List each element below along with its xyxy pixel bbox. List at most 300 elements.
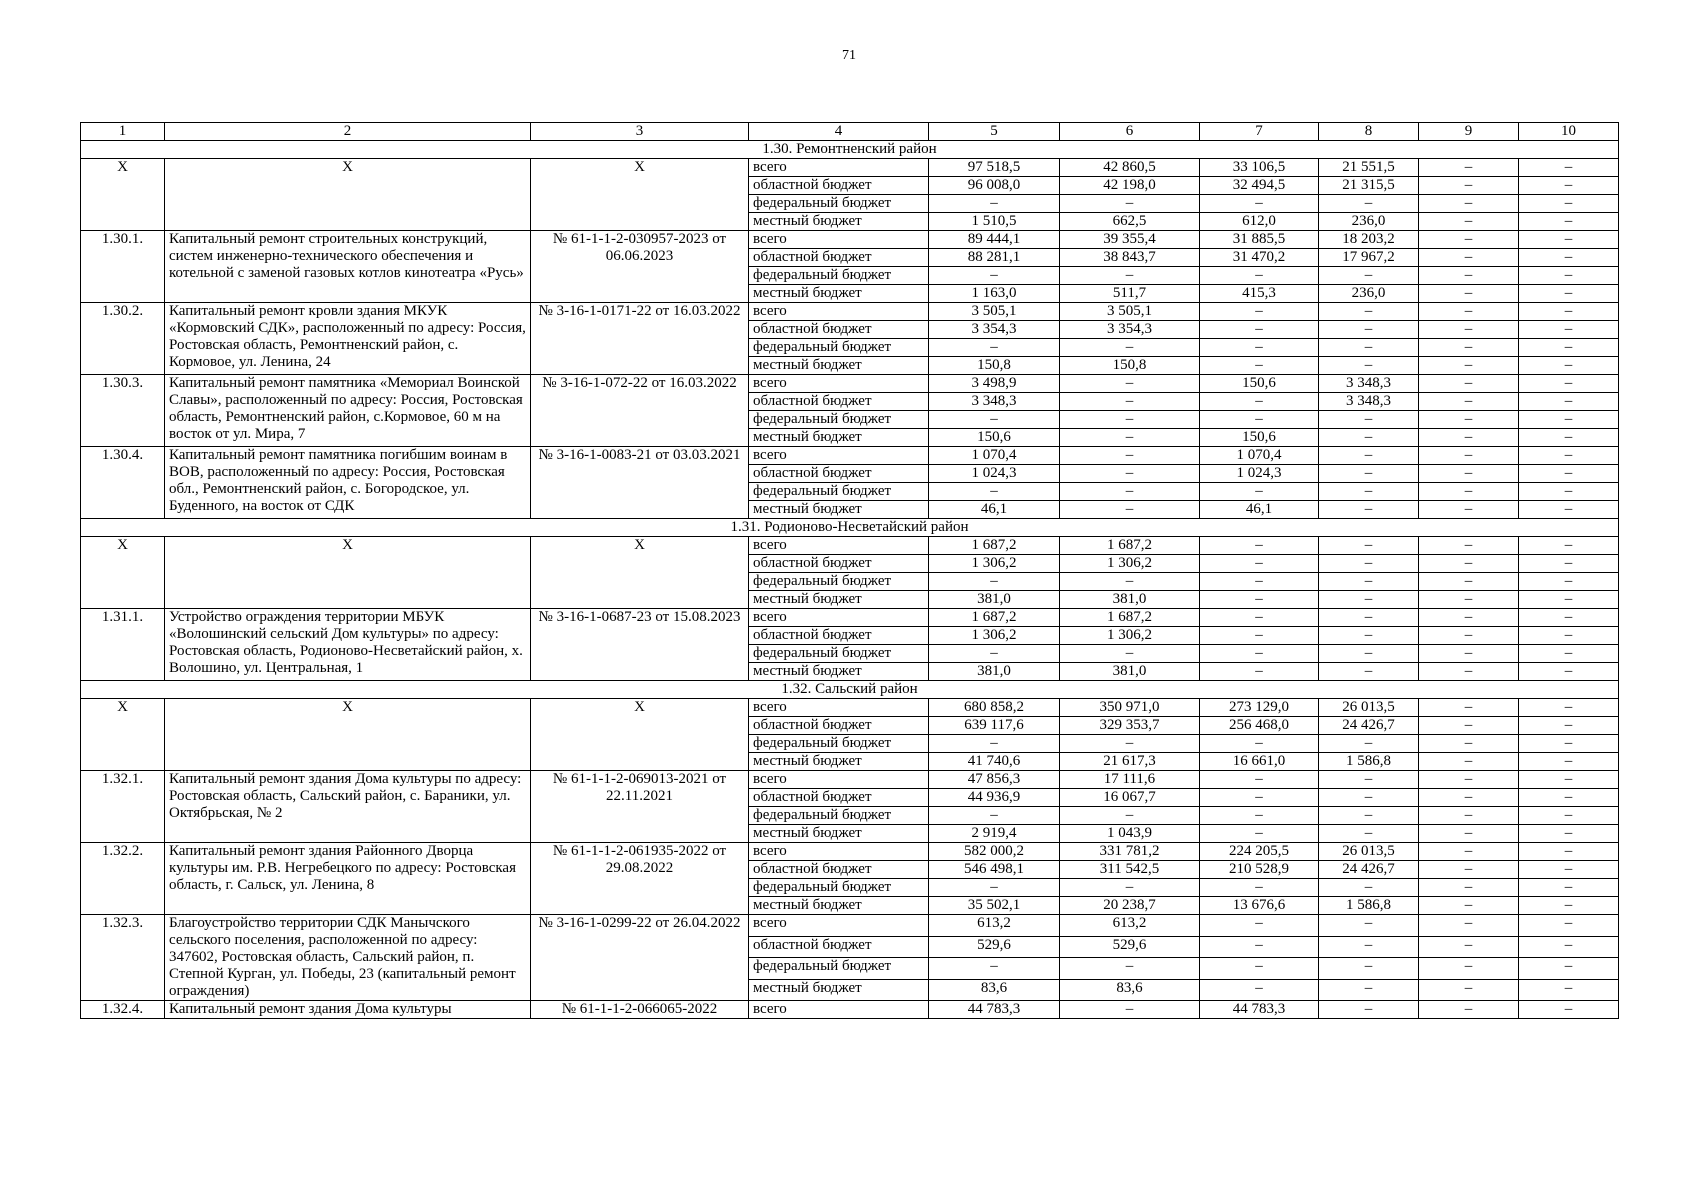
value-cell: – [1519, 861, 1619, 879]
value-cell: – [1519, 177, 1619, 195]
item-name: Благоустройство территории СДК Манычского сельского поселения, расположенной по адресу: 347602, Ростовская область, Сальский район, п. Степной Курган, ул. Победы, 23 (капитальный ремонт ограждения) [165, 915, 531, 1001]
funding-type: местный бюджет [749, 753, 929, 771]
column-number: 9 [1419, 123, 1519, 141]
value-cell: 256 468,0 [1200, 717, 1319, 735]
value-cell: 1 024,3 [1200, 465, 1319, 483]
value-cell: – [1060, 573, 1200, 591]
value-cell: 529,6 [929, 936, 1060, 958]
item-document: № 3-16-1-0299-22 от 26.04.2022 [531, 915, 749, 1001]
value-cell: – [1419, 663, 1519, 681]
value-cell: 39 355,4 [1060, 231, 1200, 249]
funding-type: всего [749, 303, 929, 321]
value-cell: 13 676,6 [1200, 897, 1319, 915]
funding-type: всего [749, 771, 929, 789]
column-number: 3 [531, 123, 749, 141]
value-cell: – [1519, 958, 1619, 980]
value-cell: – [1419, 843, 1519, 861]
value-cell: – [1319, 447, 1419, 465]
page-number: 71 [842, 48, 856, 63]
value-cell: – [1200, 879, 1319, 897]
value-cell: 210 528,9 [1200, 861, 1319, 879]
item-name: Х [165, 537, 531, 609]
value-cell: – [929, 483, 1060, 501]
value-cell: – [1200, 591, 1319, 609]
value-cell: 381,0 [1060, 591, 1200, 609]
item-document: Х [531, 537, 749, 609]
value-cell: 33 106,5 [1200, 159, 1319, 177]
value-cell: – [1319, 915, 1419, 937]
value-cell: – [1519, 375, 1619, 393]
value-cell: – [1419, 429, 1519, 447]
value-cell: 16 067,7 [1060, 789, 1200, 807]
value-cell: – [1519, 411, 1619, 429]
funding-type: федеральный бюджет [749, 339, 929, 357]
item-document: № 61-1-1-2-061935-2022 от 29.08.2022 [531, 843, 749, 915]
value-cell: – [1519, 447, 1619, 465]
value-cell: 1 586,8 [1319, 753, 1419, 771]
value-cell: 3 505,1 [929, 303, 1060, 321]
item-number: 1.30.1. [81, 231, 165, 303]
column-number: 6 [1060, 123, 1200, 141]
value-cell: 546 498,1 [929, 861, 1060, 879]
funding-type: местный бюджет [749, 825, 929, 843]
value-cell: 224 205,5 [1200, 843, 1319, 861]
value-cell: 511,7 [1060, 285, 1200, 303]
column-number: 2 [165, 123, 531, 141]
value-cell: – [1419, 771, 1519, 789]
value-cell: – [1319, 825, 1419, 843]
value-cell: 46,1 [929, 501, 1060, 519]
funding-type: всего [749, 159, 929, 177]
value-cell: – [1060, 411, 1200, 429]
value-cell: 415,3 [1200, 285, 1319, 303]
value-cell: – [1419, 321, 1519, 339]
value-cell: – [1519, 663, 1619, 681]
funding-type: федеральный бюджет [749, 195, 929, 213]
value-cell: – [1319, 267, 1419, 285]
item-document: № 3-16-1-0171-22 от 16.03.2022 [531, 303, 749, 375]
value-cell: – [1519, 735, 1619, 753]
value-cell: – [1200, 735, 1319, 753]
value-cell: 3 505,1 [1060, 303, 1200, 321]
value-cell: – [1419, 735, 1519, 753]
value-cell: – [1519, 771, 1619, 789]
value-cell: 44 783,3 [929, 1001, 1060, 1019]
value-cell: – [1200, 267, 1319, 285]
value-cell: 150,8 [929, 357, 1060, 375]
value-cell: – [1200, 979, 1319, 1001]
value-cell: – [1319, 879, 1419, 897]
funding-type: федеральный бюджет [749, 267, 929, 285]
value-cell: 26 013,5 [1319, 843, 1419, 861]
summary-row [81, 537, 1619, 555]
funding-type: областной бюджет [749, 555, 929, 573]
column-number: 8 [1319, 123, 1419, 141]
value-cell: – [1419, 753, 1519, 771]
item-name: Х [165, 159, 531, 231]
funding-type: федеральный бюджет [749, 735, 929, 753]
value-cell: – [1319, 555, 1419, 573]
value-cell: 38 843,7 [1060, 249, 1200, 267]
value-cell: 18 203,2 [1319, 231, 1419, 249]
value-cell: – [1200, 645, 1319, 663]
value-cell: – [1060, 483, 1200, 501]
value-cell: – [1519, 249, 1619, 267]
value-cell: – [1419, 717, 1519, 735]
value-cell: 26 013,5 [1319, 699, 1419, 717]
funding-type: всего [749, 537, 929, 555]
section-title: 1.30. Ремонтненский район [81, 141, 1619, 159]
funding-type: федеральный бюджет [749, 573, 929, 591]
value-cell: 24 426,7 [1319, 861, 1419, 879]
section-row [81, 141, 1619, 159]
value-cell: 31 885,5 [1200, 231, 1319, 249]
value-cell: – [1319, 627, 1419, 645]
value-cell: – [1419, 393, 1519, 411]
value-cell: – [1200, 958, 1319, 980]
value-cell: – [1519, 321, 1619, 339]
value-cell: – [1060, 958, 1200, 980]
value-cell: 1 586,8 [1319, 897, 1419, 915]
value-cell: – [1419, 357, 1519, 375]
value-cell: – [929, 807, 1060, 825]
value-cell: – [1519, 393, 1619, 411]
value-cell: – [1319, 537, 1419, 555]
value-cell: – [1200, 411, 1319, 429]
value-cell: 3 348,3 [1319, 375, 1419, 393]
item-document: № 61-1-1-2-066065-2022 [531, 1001, 749, 1019]
value-cell: 381,0 [1060, 663, 1200, 681]
funding-type: федеральный бюджет [749, 807, 929, 825]
value-cell: 3 348,3 [929, 393, 1060, 411]
value-cell: – [1419, 159, 1519, 177]
value-cell: – [1519, 915, 1619, 937]
section-row [81, 519, 1619, 537]
item-number: 1.32.3. [81, 915, 165, 1001]
value-cell: 35 502,1 [929, 897, 1060, 915]
summary-row [81, 699, 1619, 717]
value-cell: 1 687,2 [1060, 609, 1200, 627]
value-cell: – [1319, 321, 1419, 339]
value-cell: 381,0 [929, 591, 1060, 609]
value-cell: – [1419, 807, 1519, 825]
funding-type: всего [749, 843, 929, 861]
value-cell: – [1200, 807, 1319, 825]
value-cell: – [1060, 807, 1200, 825]
funding-type: федеральный бюджет [749, 483, 929, 501]
value-cell: – [1419, 609, 1519, 627]
value-cell: – [1419, 979, 1519, 1001]
value-cell: 96 008,0 [929, 177, 1060, 195]
value-cell: 331 781,2 [1060, 843, 1200, 861]
value-cell: 1 070,4 [929, 447, 1060, 465]
value-cell: – [1419, 231, 1519, 249]
value-cell: – [1519, 807, 1619, 825]
item-name: Капитальный ремонт памятника погибшим воинам в ВОВ, расположенный по адресу: Россия, Ростовская обл., Ремонтненский район, с. Богородское, ул. Буденного, на восток от СДК [165, 447, 531, 519]
value-cell: – [1419, 1001, 1519, 1019]
value-cell: – [1200, 303, 1319, 321]
item-row [81, 375, 1619, 393]
value-cell: – [1319, 591, 1419, 609]
value-cell: – [929, 645, 1060, 663]
funding-type: областной бюджет [749, 627, 929, 645]
item-row [81, 771, 1619, 789]
value-cell: – [1060, 735, 1200, 753]
value-cell: 3 348,3 [1319, 393, 1419, 411]
value-cell: – [1519, 825, 1619, 843]
column-number: 4 [749, 123, 929, 141]
value-cell: 21 617,3 [1060, 753, 1200, 771]
value-cell: – [1200, 936, 1319, 958]
funding-type: всего [749, 915, 929, 937]
item-document: № 3-16-1-072-22 от 16.03.2022 [531, 375, 749, 447]
funding-type: областной бюджет [749, 321, 929, 339]
value-cell: – [1419, 411, 1519, 429]
value-cell: 20 238,7 [1060, 897, 1200, 915]
value-cell: – [1419, 483, 1519, 501]
funding-type: всего [749, 375, 929, 393]
value-cell: – [1519, 1001, 1619, 1019]
value-cell: – [929, 339, 1060, 357]
funding-type: местный бюджет [749, 285, 929, 303]
value-cell: – [1319, 1001, 1419, 1019]
value-cell: 83,6 [1060, 979, 1200, 1001]
column-number: 5 [929, 123, 1060, 141]
value-cell: – [929, 195, 1060, 213]
item-number: Х [81, 699, 165, 771]
value-cell: – [929, 958, 1060, 980]
item-row [81, 843, 1619, 861]
item-row [81, 1001, 1619, 1019]
value-cell: 97 518,5 [929, 159, 1060, 177]
value-cell: 46,1 [1200, 501, 1319, 519]
value-cell: – [1319, 339, 1419, 357]
value-cell: 3 354,3 [1060, 321, 1200, 339]
value-cell: 42 860,5 [1060, 159, 1200, 177]
funding-type: областной бюджет [749, 393, 929, 411]
value-cell: 41 740,6 [929, 753, 1060, 771]
value-cell: 311 542,5 [1060, 861, 1200, 879]
value-cell: – [1200, 393, 1319, 411]
value-cell: – [1060, 879, 1200, 897]
value-cell: 1 306,2 [929, 555, 1060, 573]
value-cell: – [1419, 645, 1519, 663]
value-cell: 1 306,2 [1060, 555, 1200, 573]
header-row [81, 123, 1619, 141]
value-cell: – [1419, 303, 1519, 321]
funding-type: всего [749, 1001, 929, 1019]
funding-type: местный бюджет [749, 591, 929, 609]
value-cell: 89 444,1 [929, 231, 1060, 249]
value-cell: – [1319, 609, 1419, 627]
column-number: 1 [81, 123, 165, 141]
item-document: № 61-1-1-2-030957-2023 от 06.06.2023 [531, 231, 749, 303]
value-cell: 150,8 [1060, 357, 1200, 375]
funding-type: местный бюджет [749, 357, 929, 375]
funding-type: областной бюджет [749, 465, 929, 483]
value-cell: 32 494,5 [1200, 177, 1319, 195]
value-cell: – [1060, 645, 1200, 663]
value-cell: 639 117,6 [929, 717, 1060, 735]
value-cell: – [1060, 465, 1200, 483]
value-cell: – [1419, 825, 1519, 843]
item-row [81, 303, 1619, 321]
funding-type: федеральный бюджет [749, 411, 929, 429]
value-cell: – [1319, 411, 1419, 429]
value-cell: – [1200, 483, 1319, 501]
value-cell: 44 783,3 [1200, 1001, 1319, 1019]
value-cell: 613,2 [929, 915, 1060, 937]
value-cell: 612,0 [1200, 213, 1319, 231]
item-document: № 3-16-1-0687-23 от 15.08.2023 [531, 609, 749, 681]
value-cell: 350 971,0 [1060, 699, 1200, 717]
value-cell: – [1200, 771, 1319, 789]
value-cell: – [1419, 537, 1519, 555]
value-cell: – [1519, 483, 1619, 501]
item-row [81, 609, 1619, 627]
value-cell: – [1519, 231, 1619, 249]
value-cell: 662,5 [1060, 213, 1200, 231]
value-cell: – [1519, 699, 1619, 717]
value-cell: 1 163,0 [929, 285, 1060, 303]
item-number: 1.31.1. [81, 609, 165, 681]
value-cell: – [1519, 717, 1619, 735]
value-cell: 273 129,0 [1200, 699, 1319, 717]
value-cell: – [1060, 429, 1200, 447]
funding-type: местный бюджет [749, 979, 929, 1001]
funding-type: всего [749, 699, 929, 717]
item-name: Капитальный ремонт здания Районного Дворца культуры им. Р.В. Негребецкого по адресу: Ростовская область, г. Сальск, ул. Ленина, 8 [165, 843, 531, 915]
value-cell: – [1519, 753, 1619, 771]
funding-type: областной бюджет [749, 789, 929, 807]
value-cell: – [1419, 915, 1519, 937]
value-cell: – [1319, 936, 1419, 958]
item-document: Х [531, 159, 749, 231]
value-cell: – [1060, 195, 1200, 213]
value-cell: – [1419, 897, 1519, 915]
value-cell: – [1519, 936, 1619, 958]
value-cell: – [1519, 789, 1619, 807]
funding-type: всего [749, 231, 929, 249]
value-cell: – [1519, 645, 1619, 663]
value-cell: – [1200, 663, 1319, 681]
funding-type: местный бюджет [749, 429, 929, 447]
value-cell: – [1060, 501, 1200, 519]
value-cell: 236,0 [1319, 213, 1419, 231]
value-cell: – [1319, 429, 1419, 447]
section-title: 1.32. Сальский район [81, 681, 1619, 699]
value-cell: – [1200, 825, 1319, 843]
item-number: Х [81, 537, 165, 609]
value-cell: – [1519, 339, 1619, 357]
funding-type: областной бюджет [749, 249, 929, 267]
item-number: 1.32.4. [81, 1001, 165, 1019]
value-cell: – [1060, 1001, 1200, 1019]
value-cell: – [1419, 573, 1519, 591]
value-cell: 1 687,2 [929, 537, 1060, 555]
value-cell: 16 661,0 [1200, 753, 1319, 771]
funding-type: областной бюджет [749, 936, 929, 958]
value-cell: 3 354,3 [929, 321, 1060, 339]
value-cell: – [1419, 501, 1519, 519]
value-cell: 381,0 [929, 663, 1060, 681]
value-cell: – [1319, 958, 1419, 980]
value-cell: 31 470,2 [1200, 249, 1319, 267]
value-cell: – [1200, 789, 1319, 807]
value-cell: 24 426,7 [1319, 717, 1419, 735]
value-cell: – [1419, 699, 1519, 717]
value-cell: – [1200, 321, 1319, 339]
value-cell: – [1060, 267, 1200, 285]
item-name: Устройство ограждения территории МБУК «Волошинский сельский Дом культуры» по адресу: Ростовская область, Родионово-Несветайский район, х. Волошино, ул. Центральная, 1 [165, 609, 531, 681]
value-cell: – [929, 411, 1060, 429]
value-cell: – [1200, 627, 1319, 645]
value-cell: – [1519, 627, 1619, 645]
value-cell: – [1519, 213, 1619, 231]
value-cell: – [1419, 879, 1519, 897]
value-cell: – [1319, 735, 1419, 753]
value-cell: – [1519, 555, 1619, 573]
value-cell: – [1419, 789, 1519, 807]
value-cell: – [1419, 195, 1519, 213]
value-cell: – [1519, 537, 1619, 555]
value-cell: 236,0 [1319, 285, 1419, 303]
value-cell: – [1319, 303, 1419, 321]
value-cell: – [1519, 573, 1619, 591]
value-cell: – [1519, 979, 1619, 1001]
value-cell: – [929, 267, 1060, 285]
item-number: 1.32.2. [81, 843, 165, 915]
value-cell: 3 498,9 [929, 375, 1060, 393]
item-number: 1.32.1. [81, 771, 165, 843]
value-cell: – [1519, 465, 1619, 483]
value-cell: 21 551,5 [1319, 159, 1419, 177]
item-name: Х [165, 699, 531, 771]
item-row [81, 447, 1619, 465]
value-cell: – [1519, 609, 1619, 627]
value-cell: 88 281,1 [929, 249, 1060, 267]
value-cell: 1 687,2 [929, 609, 1060, 627]
value-cell: 17 967,2 [1319, 249, 1419, 267]
item-name: Капитальный ремонт строительных конструкций, систем инженерно-технического обеспечения и котельной с заменой газовых котлов кинотеатра «Русь» [165, 231, 531, 303]
value-cell: – [1200, 573, 1319, 591]
value-cell: – [1519, 195, 1619, 213]
funding-type: областной бюджет [749, 177, 929, 195]
section-title: 1.31. Родионово-Несветайский район [81, 519, 1619, 537]
value-cell: – [1319, 663, 1419, 681]
value-cell: – [1519, 897, 1619, 915]
value-cell: – [1060, 393, 1200, 411]
value-cell: – [1319, 789, 1419, 807]
value-cell: – [1319, 771, 1419, 789]
value-cell: 83,6 [929, 979, 1060, 1001]
value-cell: – [929, 735, 1060, 753]
value-cell: – [1519, 357, 1619, 375]
value-cell: 680 858,2 [929, 699, 1060, 717]
item-number: Х [81, 159, 165, 231]
value-cell: – [1419, 936, 1519, 958]
value-cell: – [1060, 339, 1200, 357]
item-document: № 3-16-1-0083-21 от 03.03.2021 [531, 447, 749, 519]
value-cell: 329 353,7 [1060, 717, 1200, 735]
funding-type: федеральный бюджет [749, 645, 929, 663]
value-cell: – [1419, 447, 1519, 465]
item-name: Капитальный ремонт памятника «Мемориал Воинской Славы», расположенный по адресу: Россия, Ростовская область, Ремонтненский район, с.Кормовое, 60 м на восток от ул. Мира, 7 [165, 375, 531, 447]
value-cell: – [1200, 555, 1319, 573]
item-row [81, 231, 1619, 249]
value-cell: 150,6 [1200, 429, 1319, 447]
value-cell: – [1200, 195, 1319, 213]
